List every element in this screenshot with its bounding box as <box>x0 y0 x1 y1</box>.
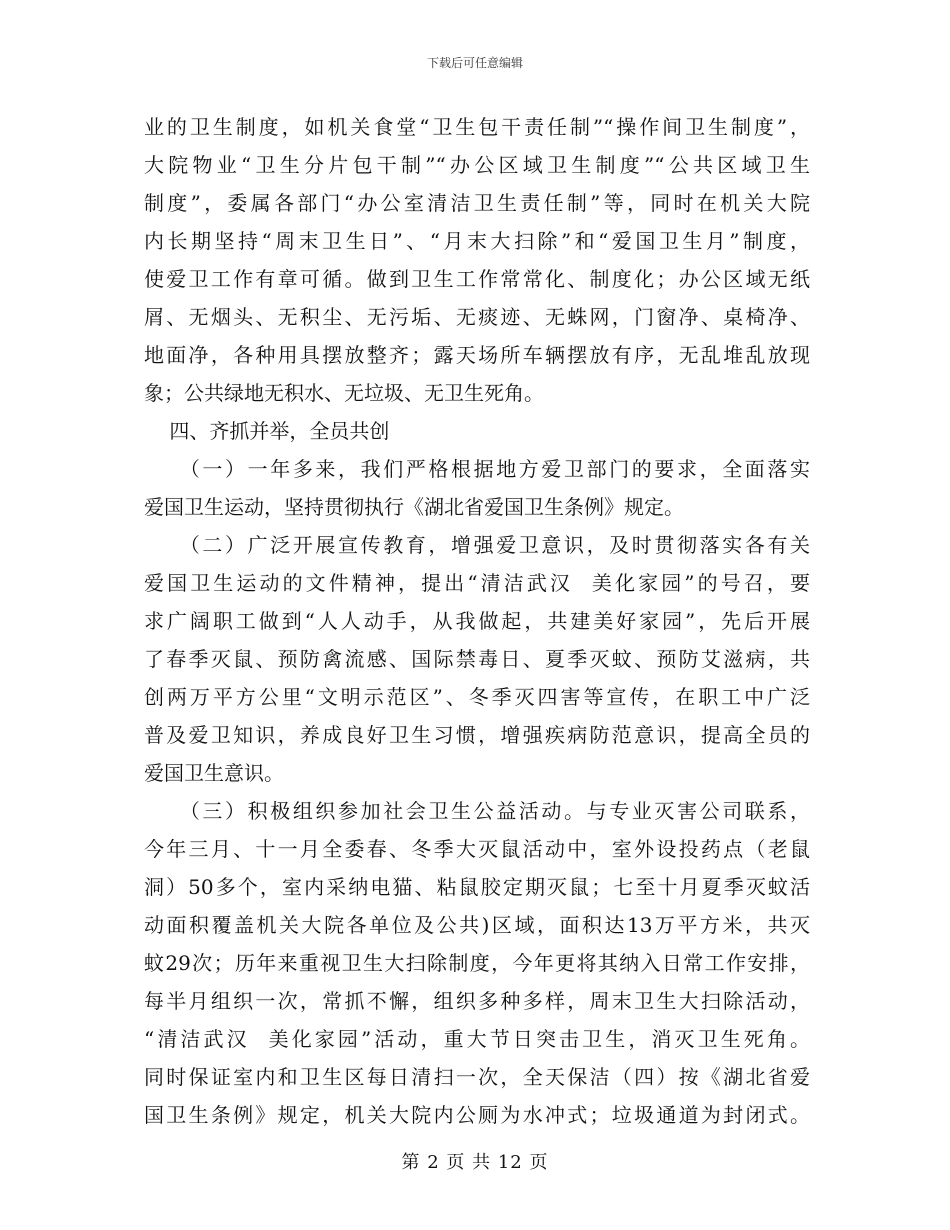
text-line: “清洁武汉 美化家园”活动，重大节日突击卫生，消灭卫生死角。 <box>144 1027 810 1051</box>
text-line: （二）广泛开展宣传教育，增强爱卫意识，及时贯彻落实各有关 <box>144 533 810 557</box>
text-line: 爱国卫生运动的文件精神，提出“清洁武汉 美化家园”的号召，要 <box>144 571 810 595</box>
page-header: 下载后可任意编辑 <box>426 56 523 70</box>
text-line: 蚊29次；历年来重视卫生大扫除制度，今年更将其纳入日常工作安排， <box>144 951 810 975</box>
text-line: （三）积极组织参加社会卫生公益活动。与专业灭害公司联系， <box>144 799 810 823</box>
text-line: 象；公共绿地无积水、无垃圾、无卫生死角。 <box>144 381 544 405</box>
page-number-footer: 第 2 页 共 12 页 <box>401 1152 549 1173</box>
text-line: 洞）50多个，室内采纳电猫、粘鼠胶定期灭鼠；七至十月夏季灭蚊活 <box>144 875 810 899</box>
text-line: 同时保证室内和卫生区每日清扫一次，全天保洁（四）按《湖北省爱 <box>144 1065 810 1089</box>
text-line: 普及爱卫知识，养成良好卫生习惯，增强疾病防范意识，提高全员的 <box>144 723 810 747</box>
text-line: 动面积覆盖机关大院各单位及公共)区域，面积达13万平方米，共灭 <box>144 913 810 937</box>
text-line: 求广阔职工做到“人人动手，从我做起，共建美好家园”，先后开展 <box>144 609 810 633</box>
text-line: 国卫生条例》规定，机关大院内公厕为水冲式；垃圾通道为封闭式。 <box>144 1103 810 1127</box>
text-line: 爱国卫生意识。 <box>144 761 284 785</box>
text-line: 屑、无烟头、无积尘、无污垢、无痰迹、无蛛网，门窗净、桌椅净、 <box>144 305 810 329</box>
section-heading: 四、齐抓并举，全员共创 <box>144 419 390 443</box>
text-line: （一）一年多来，我们严格根据地方爱卫部门的要求，全面落实 <box>144 457 810 481</box>
text-line: 制度”，委属各部门“办公室清洁卫生责任制”等，同时在机关大院 <box>144 191 810 215</box>
text-line: 使爱卫工作有章可循。做到卫生工作常常化、制度化；办公区域无纸 <box>144 267 810 291</box>
text-line: 大院物业“卫生分片包干制”“办公区域卫生制度”“公共区域卫生 <box>144 153 810 177</box>
text-line: 今年三月、十一月全委春、冬季大灭鼠活动中，室外设投药点（老鼠 <box>144 837 810 861</box>
text-line: 内长期坚持“周末卫生日”、“月末大扫除”和“爱国卫生月”制度， <box>144 229 810 253</box>
text-line: 业的卫生制度，如机关食堂“卫生包干责任制”“操作间卫生制度”， <box>144 115 810 139</box>
text-line: 了春季灭鼠、预防禽流感、国际禁毒日、夏季灭蚊、预防艾滋病，共 <box>144 647 810 671</box>
text-line: 每半月组织一次，常抓不懈，组织多种多样，周末卫生大扫除活动， <box>144 989 810 1013</box>
text-line: 爱国卫生运动，坚持贯彻执行《湖北省爱国卫生条例》规定。 <box>144 495 684 519</box>
text-line: 地面净，各种用具摆放整齐；露天场所车辆摆放有序，无乱堆乱放现 <box>144 343 810 367</box>
document-body <box>144 108 810 1134</box>
text-line: 创两万平方公里“文明示范区”、冬季灭四害等宣传，在职工中广泛 <box>144 685 810 709</box>
